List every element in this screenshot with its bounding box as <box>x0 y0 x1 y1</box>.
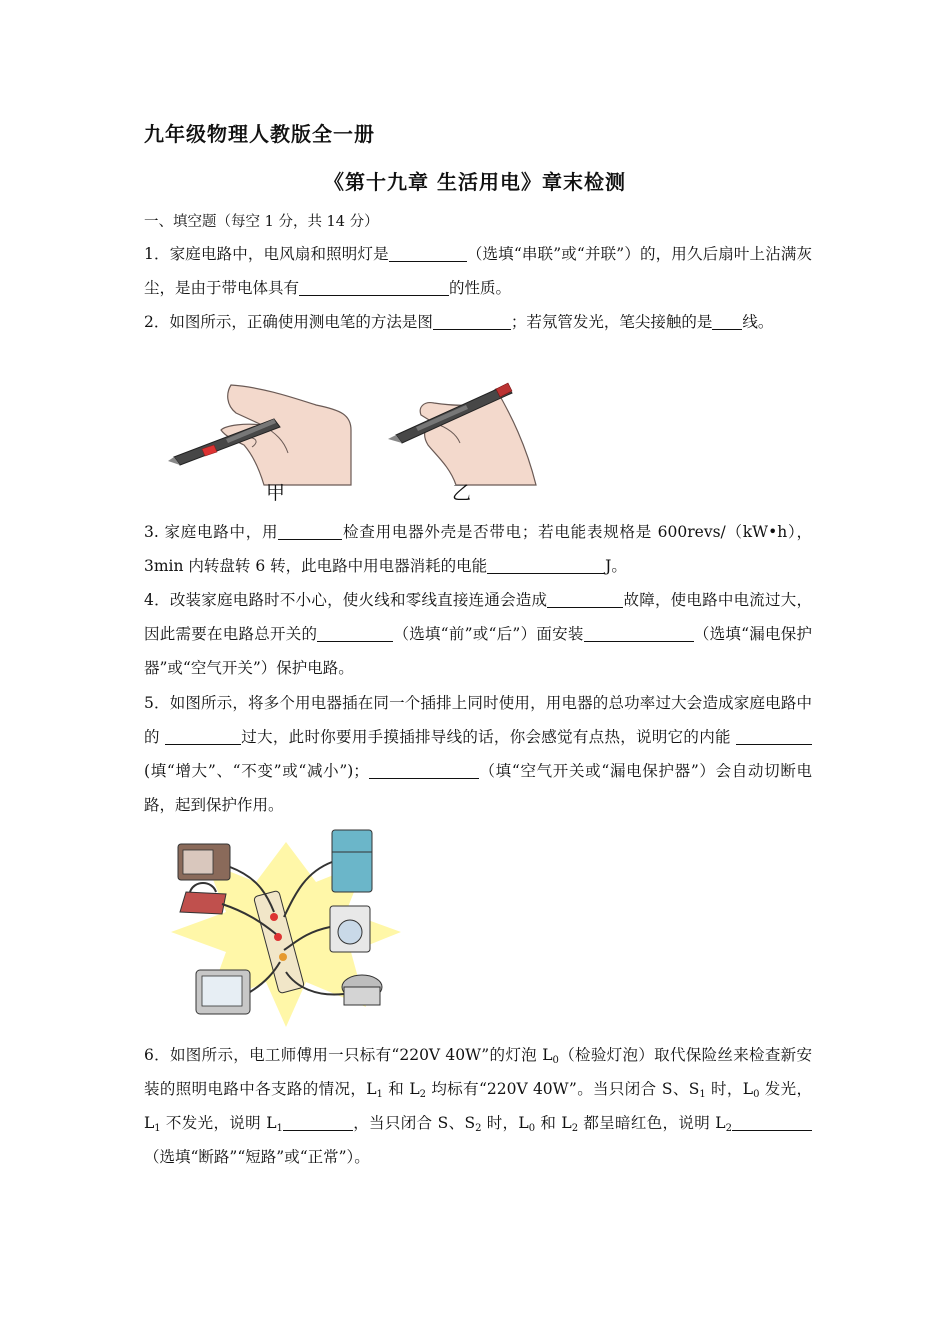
answer-blank[interactable] <box>317 621 393 642</box>
answer-blank[interactable] <box>547 587 623 608</box>
answer-blank[interactable] <box>369 758 479 779</box>
question-1: 1．家庭电路中，电风扇和照明灯是 （选填“串联”或“并联”）的，用久后扇叶上沾满灰尘，是由于带电体具有 的性质。 <box>144 237 812 305</box>
answer-blank[interactable] <box>712 309 742 330</box>
question-5: 5．如图所示，将多个用电器插在同一个插排上同时使用，用电器的总功率过大会造成家庭电路中的 过大，此时你要用手摸插排导线的话，你会感觉有点热，说明它的内能 (填“增大”、“不变”或“减小”)； （填“空气开关或“漏电保护器”）会自动切断电路，起到保护作用。 <box>144 694 812 814</box>
microwave-illustration <box>178 844 230 880</box>
washing-machine-illustration <box>330 906 370 952</box>
fridge-illustration <box>332 830 372 892</box>
test-pen-figure <box>166 375 556 507</box>
answer-blank[interactable] <box>736 724 812 745</box>
answer-blank[interactable] <box>433 309 511 330</box>
question-3: 3. 家庭电路中，用 检查用电器外壳是否带电；若电能表规格是 600revs/（kW•h），3min 内转盘转 6 转，此电路中用电器消耗的电能 J。 <box>144 515 812 583</box>
tv-illustration <box>196 970 250 1014</box>
course-header: 九年级物理人教版全一册 <box>144 122 375 146</box>
question-6: 6．如图所示，电工师傅用一只标有“220V 40W”的灯泡 $L_0$（检验灯泡）取代保险丝来检查新安装的照明电路中各支路的情况，$L_1$ 和 $L_2$ 均标有“220V 40W”。当只闭合 S、$S_1$ 时，$L_0$ 发光，$L_1$ 不发光，说明 $L_1$ ，当只闭合 S、$S_2$ 时，$L_0$ 和 $L_2$ 都呈暗红色，说明 $L_2$（选填“断路”“短路”或“正常”）。 <box>144 1046 812 1166</box>
answer-blank[interactable] <box>299 275 449 296</box>
answer-blank[interactable] <box>283 1110 353 1131</box>
figure-label-jia: 甲 <box>266 482 286 504</box>
figure-label-yi: 乙 <box>452 482 472 504</box>
answer-blank[interactable] <box>278 519 342 540</box>
rice-cooker-illustration <box>342 975 382 1005</box>
answer-blank[interactable] <box>732 1110 812 1131</box>
question-2: 2．如图所示，正确使用测电笔的方法是图 ；若氖管发光，笔尖接触的是 线。 <box>144 305 812 339</box>
section-heading: 一、填空题（每空 1 分，共 14 分） <box>144 214 379 230</box>
chapter-title: 《第十九章 生活用电》章末检测 <box>324 170 626 194</box>
answer-blank[interactable] <box>165 724 241 745</box>
answer-blank[interactable] <box>487 553 605 574</box>
answer-blank[interactable] <box>584 621 694 642</box>
overloaded-power-strip-figure <box>166 822 406 1027</box>
question-4: 4．改装家庭电路时不小心，使火线和零线直接连通会造成 故障，使电路中电流过大，因此需要在电路总开关的 （选填“前”或“后”）面安装 （选填“漏电保护器”或“空气开关”）保护电路。 <box>144 583 812 685</box>
answer-blank[interactable] <box>389 241 467 262</box>
